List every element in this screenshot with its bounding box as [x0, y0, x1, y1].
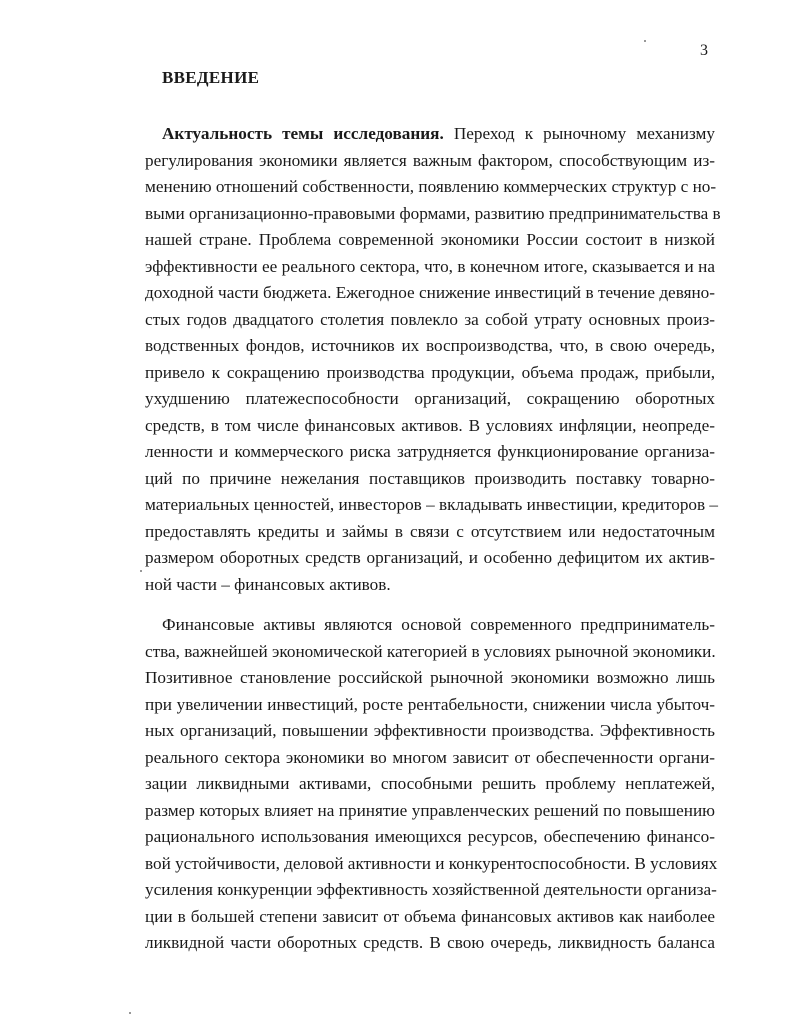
paragraph-1-line: размером оборотных средств организаций, и особенно дефицитом их актив-: [145, 548, 715, 567]
page-number: 3: [700, 42, 708, 59]
bold-lead: Актуальность темы исследования.: [162, 124, 444, 143]
paragraph-2-line: ции в большей степени зависит от объема финансовых активов как наиболее: [145, 906, 715, 926]
paragraph-1-line-last: ной части – финансовых активов.: [145, 574, 391, 594]
section-heading: ВВЕДЕНИЕ: [162, 68, 260, 87]
paragraph-2-line: Позитивное становление российской рыночной экономики возможно лишь: [145, 668, 715, 687]
paragraph-1-line: менению отношений собственности, появлению коммерческих структур с но-: [145, 177, 717, 196]
paragraph-1-line: нашей стране. Проблема современной экономики России состоит в низкой: [145, 230, 715, 249]
paragraph-2-line: размер которых влияет на принятие управленческих решений по повышению: [145, 800, 715, 820]
scan-speck: [644, 40, 646, 42]
paragraph-1-line: предоставлять кредиты и займы в связи с отсутствием или недостаточным: [145, 521, 715, 541]
paragraph-1-line: регулирования экономики является важным фактором, способствующим из-: [145, 150, 715, 170]
paragraph-1-line: доходной части бюджета. Ежегодное снижение инвестиций в течение девяно-: [145, 283, 715, 302]
paragraph-2-line: зации ликвидными активами, способными решить проблему неплатежей,: [145, 774, 715, 793]
paragraph-1-line: водственных фондов, источников их воспроизводства, что, в свою очередь,: [145, 336, 715, 355]
paragraph-1-line: ций по причине нежелания поставщиков производить поставку товарно-: [145, 468, 715, 488]
paragraph-1-line: средств, в том числе финансовых активов. В условиях инфляции, неопреде-: [145, 415, 715, 435]
paragraph-1-line: ленности и коммерческого риска затрудняется функционирование организа-: [145, 442, 715, 461]
paragraph-1-line: выми организационно-правовыми формами, развитию предпринимательства в: [145, 203, 721, 223]
paragraph-1-line: привело к сокращению производства продукции, объема продаж, прибыли,: [145, 362, 715, 382]
paragraph-1-line: материальных ценностей, инвесторов – вкладывать инвестиции, кредиторов –: [145, 495, 719, 514]
paragraph-2-line-0: Финансовые активы являются основой современного предприниматель-: [162, 615, 715, 634]
paragraph-2-line: усиления конкуренции эффективность хозяйственной деятельности организа-: [145, 880, 717, 899]
paragraph-2-line: вой устойчивости, деловой активности и конкурентоспособности. В условиях: [145, 853, 718, 873]
paragraph-1-line: эффективности ее реального сектора, что, в конечном итоге, сказывается и на: [145, 256, 715, 276]
paragraph-2-line: рационального использования имеющихся ресурсов, обеспечению финансо-: [145, 827, 715, 846]
paragraph-2-line: ства, важнейшей экономической категорией в условиях рыночной экономики.: [145, 641, 716, 661]
paragraph-1-line: стых годов двадцатого столетия повлекло за собой утрату основных произ-: [145, 309, 715, 329]
scan-speck: [129, 1012, 131, 1014]
scan-speck: [140, 570, 142, 572]
paragraph-2-line: при увеличении инвестиций, росте рентабельности, снижении числа убыточ-: [145, 694, 715, 714]
paragraph-2-line: ных организаций, повышении эффективности производства. Эффективность: [145, 721, 715, 740]
paragraph-2-line: ликвидной части оборотных средств. В свою очередь, ликвидность баланса: [145, 933, 715, 952]
paragraph-1-line: ухудшению платежеспособности организаций, сокращению оборотных: [145, 389, 715, 408]
paragraph-1-line-0: [162, 124, 715, 144]
first-line-rest: Переход к рыночному механизму: [443, 124, 716, 143]
paragraph-2-line: реального сектора экономики во многом зависит от обеспеченности органи-: [145, 747, 715, 767]
